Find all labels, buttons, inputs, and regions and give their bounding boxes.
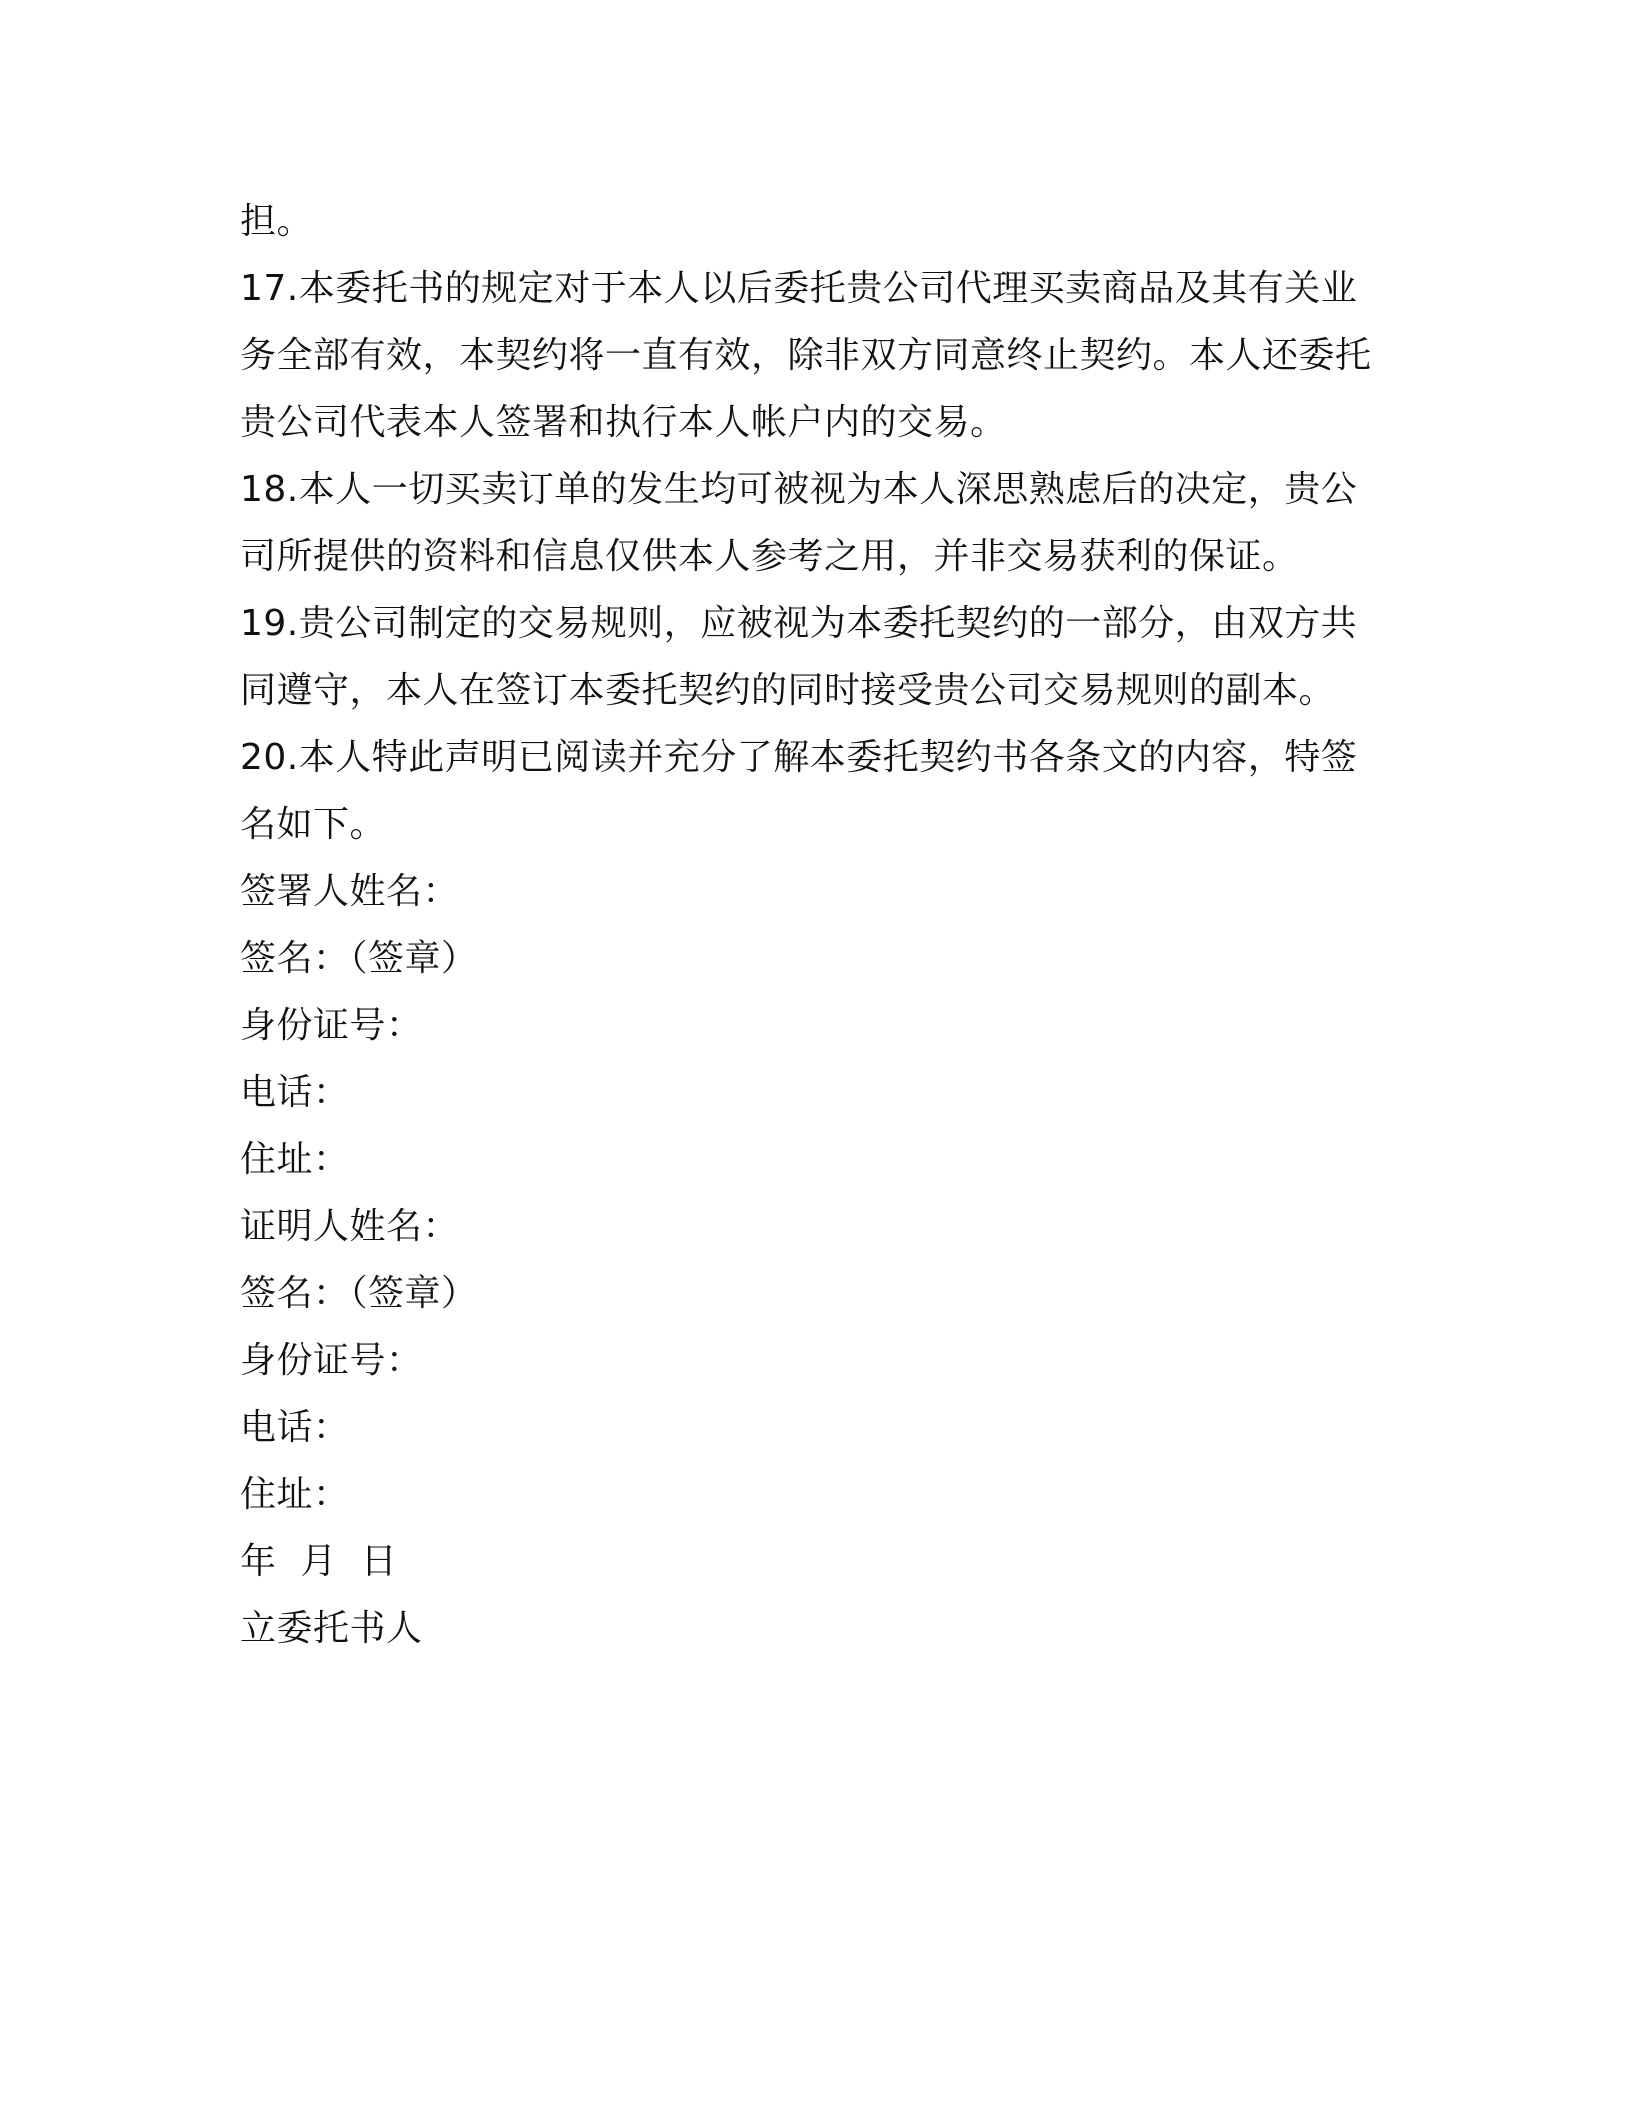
clause-18-line-1: 18.本人一切买卖订单的发生均可被视为本人深思熟虑后的决定，贵公 [240, 469, 1358, 510]
clause-19-line-2: 同遵守，本人在签订本委托契约的同时接受贵公司交易规则的副本。 [240, 670, 1336, 711]
signatory-signature-label: 签名：（签章） [240, 938, 478, 979]
clause-20-line-1: 20.本人特此声明已阅读并充分了解本委托契约书各条文的内容，特签 [240, 737, 1358, 778]
witness-phone-label: 电话： [240, 1407, 350, 1448]
clause-17-line-2: 务全部有效，本契约将一直有效，除非双方同意终止契约。本人还委托 [240, 335, 1372, 376]
witness-id-label: 身份证号： [240, 1340, 423, 1381]
signatory-name-label: 签署人姓名： [240, 871, 460, 912]
clause-18-line-2: 司所提供的资料和信息仅供本人参考之用，并非交易获利的保证。 [240, 536, 1299, 577]
signatory-address-label: 住址： [240, 1139, 350, 1180]
clause-19-line-1: 19.贵公司制定的交易规则，应被视为本委托契约的一部分，由双方共 [240, 603, 1358, 644]
clause-17 [240, 255, 1390, 456]
witness-signature-label: 签名：（签章） [240, 1273, 478, 1314]
clause-18 [240, 456, 1390, 590]
document-page [240, 188, 1390, 1662]
signatory-id-label: 身份证号： [240, 1005, 423, 1046]
clause-19 [240, 590, 1390, 724]
witness-address-label: 住址： [240, 1474, 350, 1515]
closing-text: 立委托书人 [240, 1608, 423, 1649]
signatory-block [240, 858, 1390, 1193]
clause-20 [240, 724, 1390, 858]
witness-block [240, 1193, 1390, 1528]
witness-name-label: 证明人姓名： [240, 1206, 460, 1247]
continuation-text: 担。 [240, 201, 314, 242]
date-line: 年 月 日 [240, 1541, 398, 1582]
clause-17-line-3: 贵公司代表本人签署和执行本人帐户内的交易。 [240, 402, 1007, 443]
clause-17-line-1: 17.本委托书的规定对于本人以后委托贵公司代理买卖商品及其有关业 [240, 268, 1358, 309]
clause-20-line-2: 名如下。 [240, 804, 387, 845]
signatory-phone-label: 电话： [240, 1072, 350, 1113]
